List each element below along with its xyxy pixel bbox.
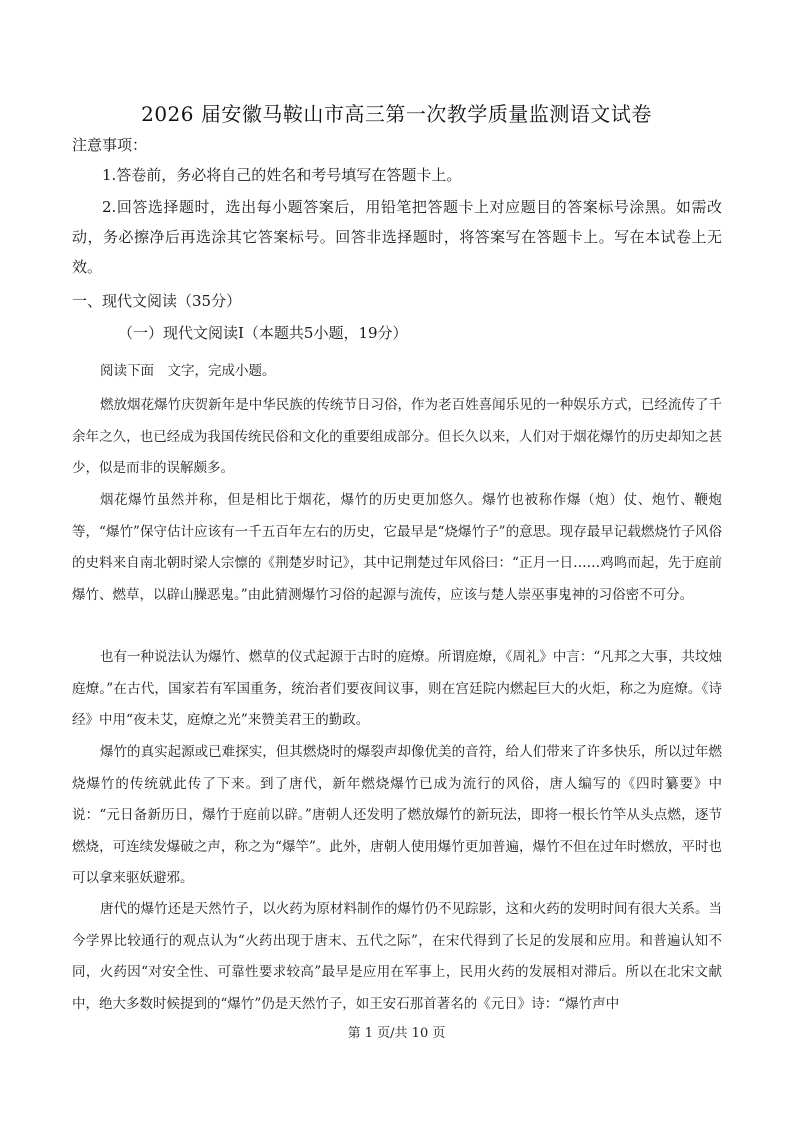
- reading-paragraph-text: 爆竹的真实起源或已难探实，但其燃烧时的爆裂声却像优美的音符，给人们带来了许多快乐，所以过年燃烧爆竹的传统就此传了下来。到了唐代，新年燃烧爆竹已成为流行的风俗，唐人编写的《四时纂要》中说：“元日备新历日，爆竹于庭前以辟。”唐朝人还发明了燃放爆竹的新玩法，即将一根长竹竿从头点燃，逐节燃烧，可连续发爆破之声，称之为“爆竿”。此外，唐朝人使用爆竹更加普遍，爆竹不但在过年时燃放，平时也可以拿来驱妖避邪。: [72, 744, 722, 886]
- notice-item-2: [72, 192, 722, 282]
- reading-paragraph-text: 燃放烟花爆竹庆贺新年是中华民族的传统节日习俗，作为老百姓喜闻乐见的一种娱乐方式，已经流传了千余年之久，也已经成为我国传统民俗和文化的重要组成部分。但长久以来，人们对于烟花爆竹的历史却知之甚少，似是而非的误解颇多。: [72, 397, 722, 476]
- reading-paragraph-2: [72, 485, 722, 611]
- page-footer: 第 1 页/共 10 页: [347, 1026, 446, 1041]
- notice-heading: 注意事项：: [72, 136, 148, 154]
- subsection-heading: （一）现代文阅读Ⅰ（本题共5小题，19分）: [118, 324, 408, 342]
- reading-paragraph-text: 也有一种说法认为爆竹、燃草的仪式起源于古时的庭燎。所谓庭燎，《周礼》中言：“凡邦之大事，共坟烛庭燎。”在古代，国家若有军国重务，统治者们要夜间议事，则在宫廷院内燃起巨大的火炬，称之为庭燎。《诗经》中用“夜未艾，庭燎之光”来赞美君王的勤政。: [72, 649, 722, 728]
- notice-item-2-text: 2.回答选择题时，选出每小题答案后，用铅笔把答题卡上对应题目的答案标号涂黑。如需改动，务必擦净后再选涂其它答案标号。回答非选择题时，将答案写在答题卡上。写在本试卷上无效。: [72, 198, 722, 276]
- notice-item-1-text: 1.答卷前，务必将自己的姓名和考号填写在答题卡上。: [102, 166, 462, 184]
- reading-instruction-text: 阅读下面 文字，完成小题。: [100, 363, 276, 379]
- reading-instruction: [72, 356, 722, 388]
- reading-paragraph-4: [72, 737, 722, 895]
- reading-paragraph-1: [72, 390, 722, 485]
- reading-paragraph-5: [72, 894, 722, 1020]
- reading-paragraph-text: 唐代的爆竹还是天然竹子，以火药为原材料制作的爆竹仍不见踪影，这和火药的发明时间有很大关系。当今学界比较通行的观点认为“火药出现于唐末、五代之际”，在宋代得到了长足的发展和应用。和普遍认知不同，火药因“对安全性、可靠性要求较高”最早是应用在军事上，民用火药的发展相对滞后。所以在北宋文献中，绝大多数时候提到的“爆竹”仍是天然竹子，如王安石那首著名的《元日》诗：“爆竹声中: [72, 901, 722, 1012]
- notice-item-1: [72, 160, 722, 190]
- page-title: 2026 届安徽马鞍山市高三第一次教学质量监测语文试卷: [141, 102, 652, 126]
- reading-paragraph-text: 烟花爆竹虽然并称，但是相比于烟花，爆竹的历史更加悠久。爆竹也被称作爆（炮）仗、炮竹、鞭炮等，“爆竹”保守估计应该有一千五百年左右的历史，它最早是“烧爆竹子”的意思。现存最早记载燃烧竹子风俗的史料来自南北朝时梁人宗懔的《荆楚岁时记》，其中记荆楚过年风俗曰：“正月一日……鸡鸣而起，先于庭前爆竹、燃草，以辟山臊恶鬼。”由此猜测爆竹习俗的起源与流传，应该与楚人崇巫事鬼神的习俗密不可分。: [72, 492, 722, 603]
- reading-paragraph-3: [72, 642, 722, 737]
- section-heading: 一、现代文阅读（35分）: [72, 292, 242, 310]
